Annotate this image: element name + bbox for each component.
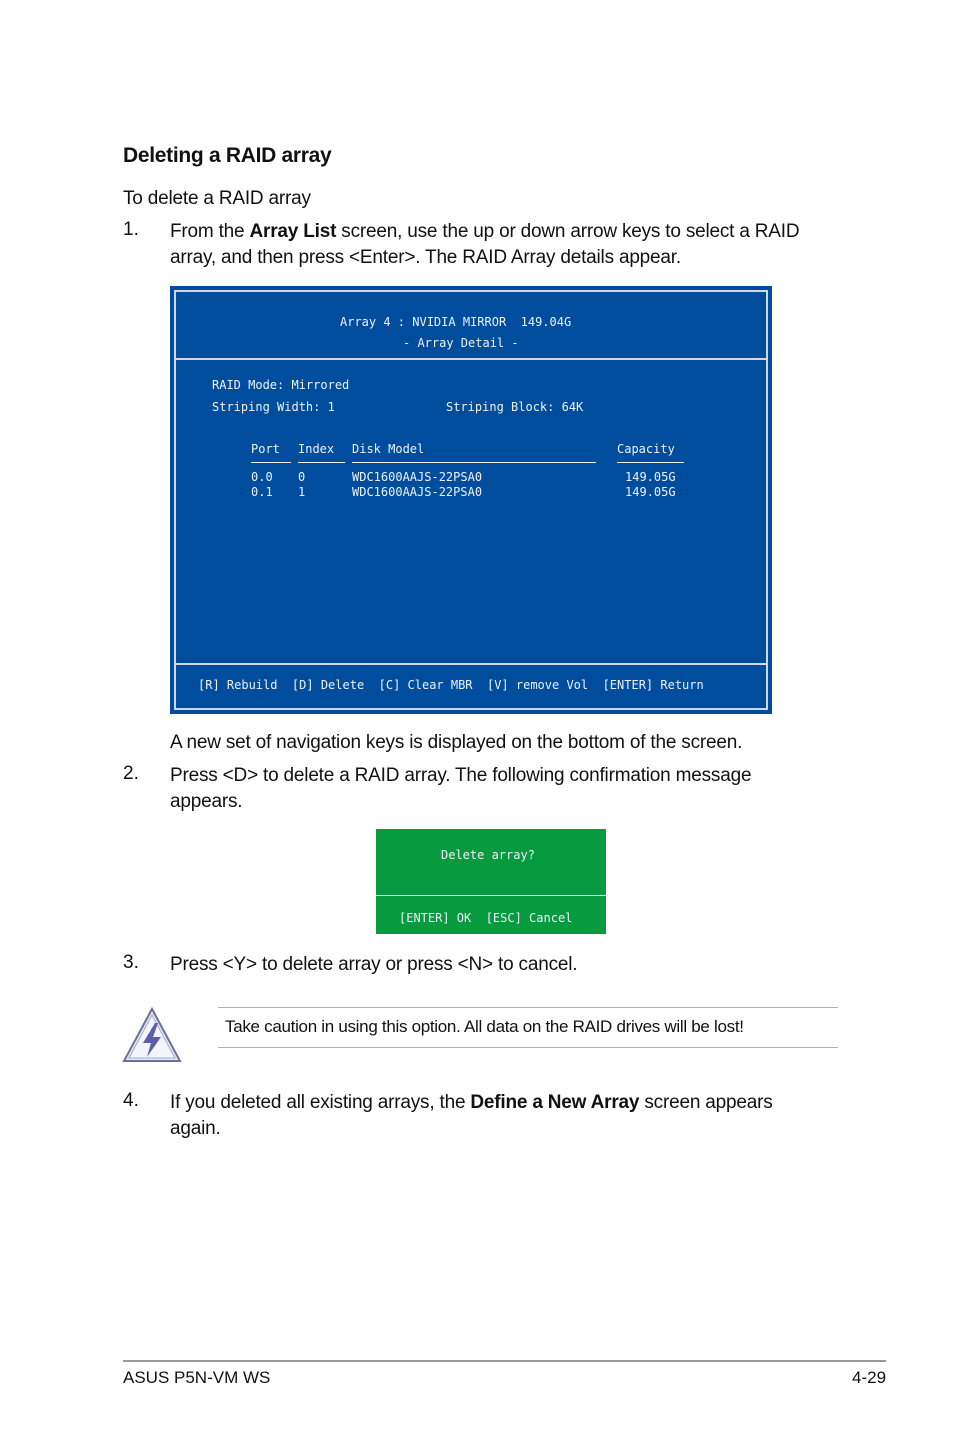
- striping-width: Striping Width: 1: [212, 400, 335, 414]
- caution-top-rule: [218, 1007, 838, 1008]
- step-1-bold: Array List: [249, 221, 337, 242]
- header-separator: [174, 358, 768, 360]
- dialog-separator: [376, 895, 606, 896]
- step-1-pre: From the: [170, 221, 250, 242]
- disk-model-underline: [352, 462, 596, 463]
- array-title: Array 4 : NVIDIA MIRROR 149.04G: [340, 315, 572, 329]
- step-4-line2: again.: [170, 1118, 221, 1139]
- step-4-number: 4.: [123, 1090, 139, 1111]
- col-header-port: Port: [251, 442, 280, 456]
- footer-page-number: 4-29: [852, 1368, 887, 1387]
- footer-rule: [123, 1360, 886, 1362]
- row-1-index: 1: [298, 485, 306, 499]
- caution-bottom-rule: [218, 1047, 838, 1048]
- step-3-number: 3.: [123, 952, 139, 973]
- warning-icon: [121, 1005, 183, 1065]
- screen-frame: [174, 290, 768, 710]
- navigation-keys: [R] Rebuild [D] Delete [C] Clear MBR [V] remove Vol [ENTER] Return: [198, 678, 704, 692]
- col-header-index: Index: [298, 442, 335, 456]
- step-2-line1: Press <D> to delete a RAID array. The following confirmation message: [170, 765, 752, 786]
- row-0-port: 0.0: [251, 470, 273, 484]
- delete-confirmation-dialog: [376, 829, 606, 934]
- col-header-capacity: Capacity: [617, 442, 675, 456]
- array-detail-subtitle: - Array Detail -: [403, 336, 519, 350]
- dialog-message: Delete array?: [441, 848, 535, 862]
- caution-text: Take caution in using this option. All data on the RAID drives will be lost!: [225, 1017, 744, 1036]
- capacity-underline: [617, 462, 684, 463]
- port-underline: [251, 462, 291, 463]
- striping-block: Striping Block: 64K: [446, 400, 584, 414]
- raid-mode: RAID Mode: Mirrored: [212, 378, 350, 392]
- step-4-post: screen appears: [639, 1092, 773, 1113]
- step-4-text: [170, 1090, 850, 1116]
- row-1-port: 0.1: [251, 485, 273, 499]
- step-1-post: screen, use the up or down arrow keys to select a RAID: [336, 221, 800, 242]
- footer-product: ASUS P5N-VM WS: [123, 1368, 271, 1387]
- row-0-index: 0: [298, 470, 306, 484]
- row-1-model: WDC1600AAJS-22PSA0: [352, 485, 483, 499]
- footer-separator: [174, 663, 768, 665]
- step-3-text: Press <Y> to delete array or press <N> to cancel.: [170, 954, 578, 975]
- index-underline: [298, 462, 345, 463]
- section-heading: Deleting a RAID array: [123, 144, 332, 167]
- nav-keys-note: A new set of navigation keys is displayed on the bottom of the screen.: [170, 732, 743, 753]
- step-4-pre: If you deleted all existing arrays, the: [170, 1092, 471, 1113]
- step-2-number: 2.: [123, 763, 139, 784]
- step-1-number: 1.: [123, 219, 139, 240]
- array-detail-screen: [170, 286, 772, 714]
- step-2-line2: appears.: [170, 791, 243, 812]
- row-0-capacity: 149.05G: [625, 470, 676, 484]
- intro-text: To delete a RAID array: [123, 188, 311, 209]
- step-1-line2: array, and then press <Enter>. The RAID Array details appear.: [170, 247, 681, 268]
- row-0-model: WDC1600AAJS-22PSA0: [352, 470, 483, 484]
- col-header-disk-model: Disk Model: [352, 442, 425, 456]
- step-4-bold: Define a New Array: [470, 1092, 640, 1113]
- row-1-capacity: 149.05G: [625, 485, 676, 499]
- dialog-keys: [ENTER] OK [ESC] Cancel: [399, 911, 573, 925]
- step-1-text: [170, 219, 850, 245]
